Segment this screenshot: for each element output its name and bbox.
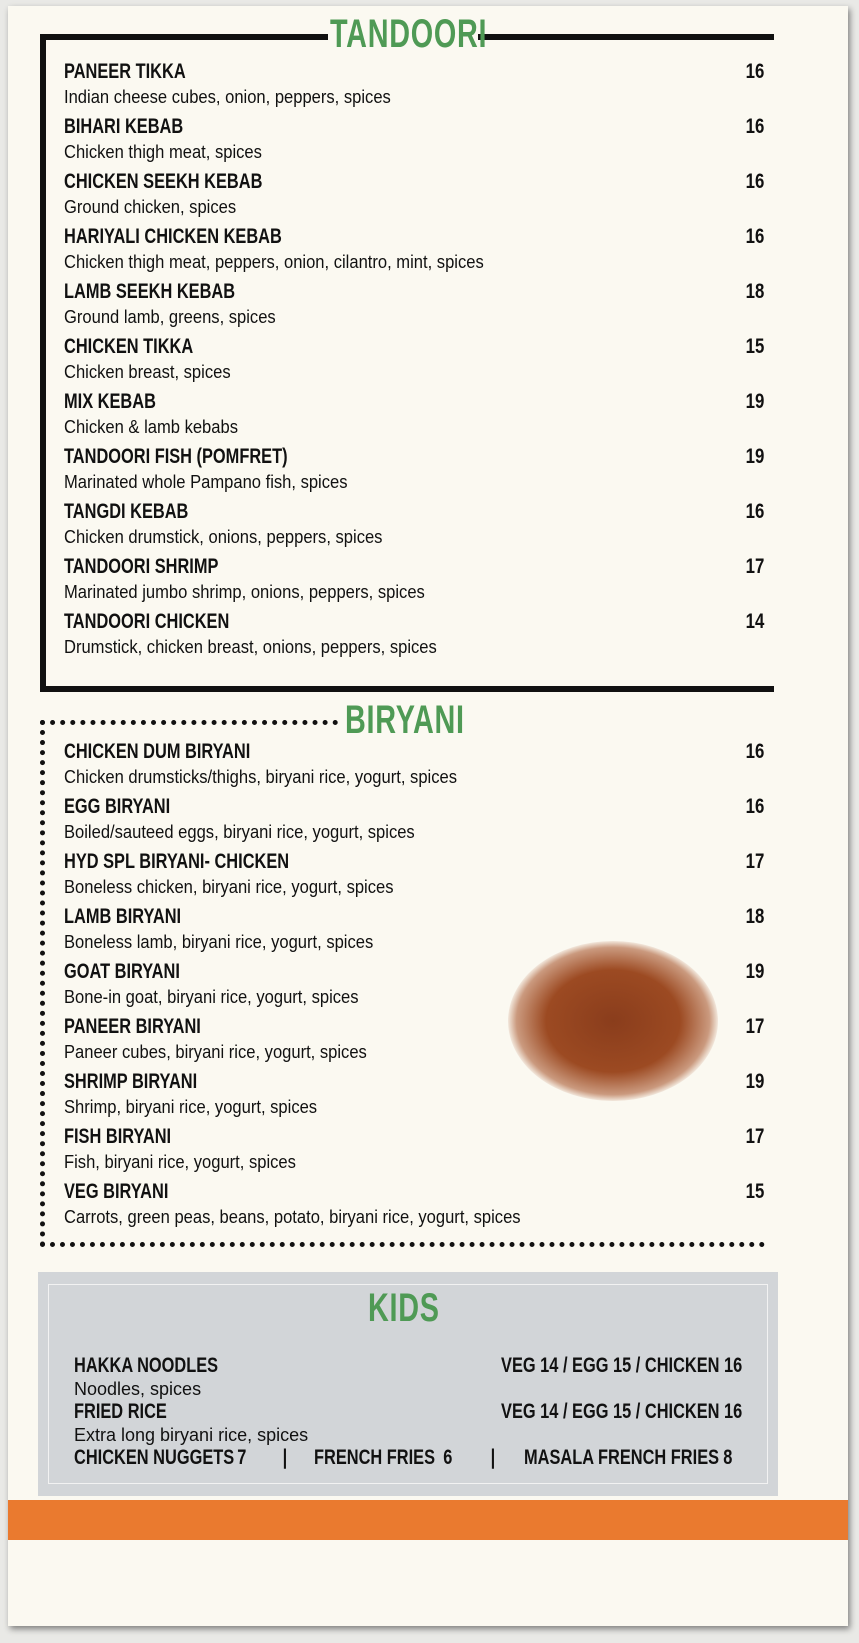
- item-name: TANGDI KEBAB: [64, 500, 189, 523]
- item-price: 15: [745, 335, 764, 358]
- item-price: 18: [745, 905, 764, 928]
- item-description: Indian cheese cubes, onion, peppers, spices: [64, 87, 391, 107]
- menu-item: [64, 609, 764, 664]
- item-name: EGG BIRYANI: [64, 795, 171, 818]
- menu-item: [64, 959, 764, 1014]
- item-description: Ground chicken, spices: [64, 197, 237, 217]
- item-price: 17: [745, 555, 764, 578]
- biryani-item-list: [64, 739, 764, 1234]
- item-description: Bone-in goat, biryani rice, yogurt, spices: [64, 987, 359, 1007]
- kids-extra-name: CHICKEN NUGGETS: [74, 1446, 235, 1469]
- item-price: 15: [745, 1180, 764, 1203]
- item-name: GOAT BIRYANI: [64, 960, 180, 983]
- menu-item: [64, 554, 764, 609]
- item-description: Drumstick, chicken breast, onions, peppers, spices: [64, 637, 437, 657]
- menu-item: [64, 1014, 764, 1069]
- item-name: TANDOORI CHICKEN: [64, 610, 230, 633]
- item-price: 19: [745, 445, 764, 468]
- item-price: 14: [745, 610, 764, 633]
- item-description: Fish, biryani rice, yogurt, spices: [64, 1152, 296, 1172]
- item-description: Shrimp, biryani rice, yogurt, spices: [64, 1097, 318, 1117]
- item-price: 16: [745, 740, 764, 763]
- item-name: HARIYALI CHICKEN KEBAB: [64, 225, 282, 248]
- kids-title: KIDS: [368, 1286, 440, 1330]
- tandoori-item-list: [64, 59, 764, 664]
- item-price: 16: [745, 795, 764, 818]
- item-name: BIHARI KEBAB: [64, 115, 184, 138]
- item-name: VEG BIRYANI: [64, 1180, 169, 1203]
- menu-item: [64, 1179, 764, 1234]
- orange-footer-band: [8, 1500, 848, 1540]
- item-name: CHICKEN DUM BIRYANI: [64, 740, 251, 763]
- kids-item-price: VEG 14 / EGG 15 / CHICKEN 16: [500, 1400, 742, 1423]
- menu-item: [64, 849, 764, 904]
- menu-item: [64, 334, 764, 389]
- menu-item: [64, 739, 764, 794]
- item-name: MIX KEBAB: [64, 390, 156, 413]
- kids-extra-price: 6: [443, 1446, 453, 1469]
- item-description: Marinated jumbo shrimp, onions, peppers, spices: [64, 582, 425, 602]
- item-description: Ground lamb, greens, spices: [64, 307, 276, 327]
- item-price: 17: [745, 1015, 764, 1038]
- item-description: Boiled/sauteed eggs, biryani rice, yogurt, spices: [64, 822, 415, 842]
- menu-item: [64, 114, 764, 169]
- item-price: 17: [745, 1125, 764, 1148]
- biryani-top-divider: [40, 720, 338, 725]
- item-price: 19: [745, 960, 764, 983]
- menu-item: [64, 904, 764, 959]
- item-name: FISH BIRYANI: [64, 1125, 172, 1148]
- menu-item: [64, 59, 764, 114]
- kids-section: [38, 1272, 778, 1496]
- kids-item-desc: Noodles, spices: [74, 1379, 202, 1399]
- item-name: LAMB BIRYANI: [64, 905, 182, 928]
- item-name: TANDOORI SHRIMP: [64, 555, 219, 578]
- item-description: Chicken breast, spices: [64, 362, 231, 382]
- item-price: 16: [745, 500, 764, 523]
- kids-extra-price: 7: [237, 1446, 247, 1469]
- item-price: 18: [745, 280, 764, 303]
- biryani-title: BIRYANI: [345, 698, 465, 742]
- kids-item-name: FRIED RICE: [74, 1400, 167, 1423]
- menu-page: [8, 6, 848, 1626]
- item-description: Paneer cubes, biryani rice, yogurt, spices: [64, 1042, 367, 1062]
- kids-extra-price: 8: [723, 1446, 733, 1469]
- item-name: CHICKEN SEEKH KEBAB: [64, 170, 263, 193]
- item-price: 16: [745, 60, 764, 83]
- menu-item: [64, 1124, 764, 1179]
- kids-item-price: VEG 14 / EGG 15 / CHICKEN 16: [500, 1354, 742, 1377]
- item-name: PANEER BIRYANI: [64, 1015, 201, 1038]
- menu-item: [64, 279, 764, 334]
- item-price: 16: [745, 170, 764, 193]
- kids-extra-name: MASALA FRENCH FRIES: [524, 1446, 720, 1469]
- item-price: 16: [745, 225, 764, 248]
- item-price: 17: [745, 850, 764, 873]
- item-description: Chicken thigh meat, spices: [64, 142, 262, 162]
- tandoori-title: TANDOORI: [330, 12, 488, 56]
- menu-item: [64, 499, 764, 554]
- item-price: 19: [745, 390, 764, 413]
- menu-item: [64, 1069, 764, 1124]
- item-price: 19: [745, 1070, 764, 1093]
- item-name: CHICKEN TIKKA: [64, 335, 194, 358]
- item-description: Chicken & lamb kebabs: [64, 417, 238, 437]
- separator: |: [490, 1446, 496, 1469]
- item-name: PANEER TIKKA: [64, 60, 186, 83]
- item-price: 16: [745, 115, 764, 138]
- item-description: Chicken drumstick, onions, peppers, spices: [64, 527, 383, 547]
- item-description: Boneless lamb, biryani rice, yogurt, spices: [64, 932, 374, 952]
- item-description: Boneless chicken, biryani rice, yogurt, spices: [64, 877, 394, 897]
- menu-item: [64, 389, 764, 444]
- item-description: Marinated whole Pampano fish, spices: [64, 472, 348, 492]
- item-description: Chicken thigh meat, peppers, onion, cilantro, mint, spices: [64, 252, 484, 272]
- menu-item: [64, 224, 764, 279]
- item-name: HYD SPL BIRYANI- CHICKEN: [64, 850, 290, 873]
- separator: |: [282, 1446, 288, 1469]
- menu-item: [64, 794, 764, 849]
- item-description: Chicken drumsticks/thighs, biryani rice, yogurt, spices: [64, 767, 457, 787]
- menu-item: [64, 169, 764, 224]
- kids-item-desc: Extra long biryani rice, spices: [74, 1425, 309, 1445]
- kids-item-name: HAKKA NOODLES: [74, 1354, 219, 1377]
- item-name: SHRIMP BIRYANI: [64, 1070, 198, 1093]
- item-name: LAMB SEEKH KEBAB: [64, 280, 236, 303]
- menu-item: [64, 444, 764, 499]
- item-name: TANDOORI FISH (POMFRET): [64, 445, 288, 468]
- kids-extra-name: FRENCH FRIES: [314, 1446, 436, 1469]
- item-description: Carrots, green peas, beans, potato, biryani rice, yogurt, spices: [64, 1207, 521, 1227]
